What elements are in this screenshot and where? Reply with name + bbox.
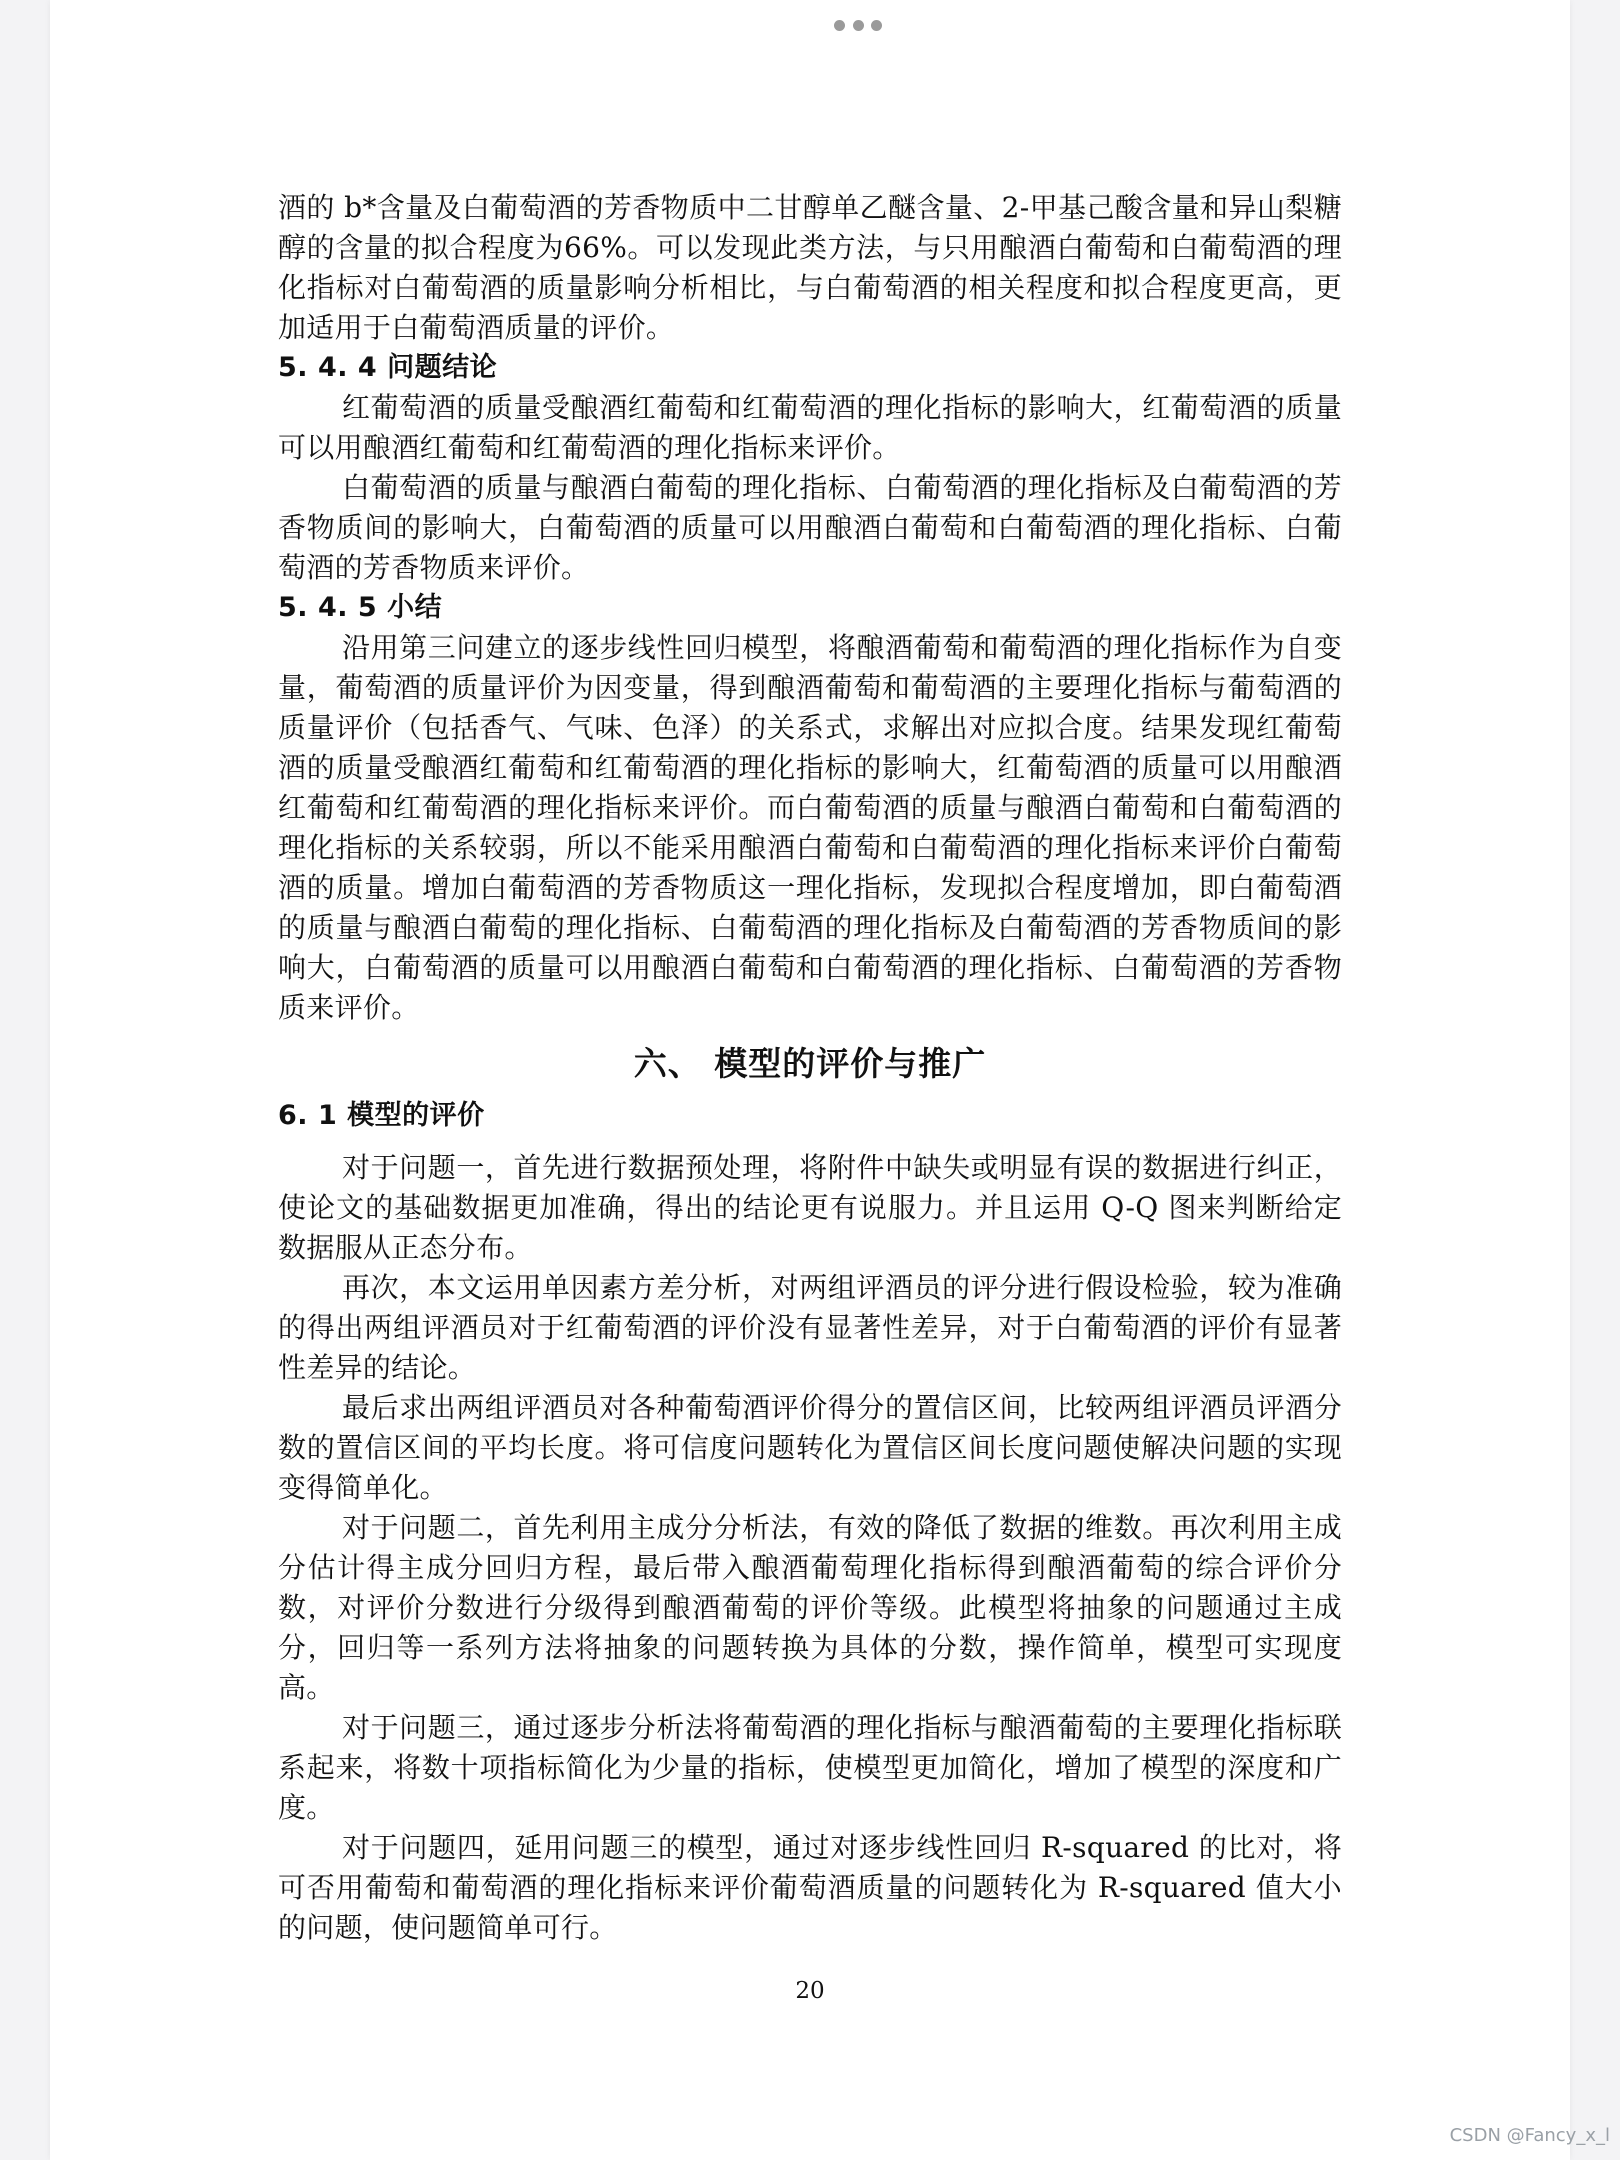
paragraph: 对于问题二，首先利用主成分分析法，有效的降低了数据的维数。再次利用主成分估计得主成分回归方程，最后带入酿酒葡萄理化指标得到酿酒葡萄的综合评价分数，对评价分数进行分级得到酿酒葡萄的评价等级。此模型将抽象的问题通过主成分，回归等一系列方法将抽象的问题转换为具体的分数，操作简单，模型可实现度高。 <box>278 1511 1342 1704</box>
chapter-heading-6: 六、 模型的评价与推广 <box>633 1044 987 1083</box>
dot <box>871 20 882 31</box>
paragraph: 再次，本文运用单因素方差分析，对两组评酒员的评分进行假设检验，较为准确的得出两组评酒员对于红葡萄酒的评价没有显著性差异，对于白葡萄酒的评价有显著性差异的结论。 <box>278 1271 1342 1384</box>
watermark: CSDN @Fancy_x_l <box>1449 2125 1610 2146</box>
paragraph: 对于问题三，通过逐步分析法将葡萄酒的理化指标与酿酒葡萄的主要理化指标联系起来，将数十项指标简化为少量的指标，使模型更加简化，增加了模型的深度和广度。 <box>278 1711 1342 1824</box>
more-options-icon[interactable] <box>834 18 882 32</box>
section-heading-5-4-5: 5. 4. 5 小结 <box>278 592 443 623</box>
paragraph: 沿用第三问建立的逐步线性回归模型，将酿酒葡萄和葡萄酒的理化指标作为自变量，葡萄酒的质量评价为因变量，得到酿酒葡萄和葡萄酒的主要理化指标与葡萄酒的质量评价（包括香气、气味、色泽）的关系式，求解出对应拟合度。结果发现红葡萄酒的质量受酿酒红葡萄和红葡萄酒的理化指标的影响大，红葡萄酒的质量可以用酿酒红葡萄和红葡萄酒的理化指标来评价。而白葡萄酒的质量与酿酒白葡萄和白葡萄酒的理化指标的关系较弱，所以不能采用酿酒白葡萄和白葡萄酒的理化指标来评价白葡萄酒的质量。增加白葡萄酒的芳香物质这一理化指标，发现拟合程度增加，即白葡萄酒的质量与酿酒白葡萄的理化指标、白葡萄酒的理化指标及白葡萄酒的芳香物质间的影响大，白葡萄酒的质量可以用酿酒白葡萄和白葡萄酒的理化指标、白葡萄酒的芳香物质来评价。 <box>278 631 1342 1024</box>
page-number: 20 <box>795 1978 825 2004</box>
paragraph: 对于问题一，首先进行数据预处理，将附件中缺失或明显有误的数据进行纠正，使论文的基础数据更加准确，得出的结论更有说服力。并且运用 Q-Q 图来判断给定数据服从正态分布。 <box>278 1151 1342 1264</box>
paragraph: 红葡萄酒的质量受酿酒红葡萄和红葡萄酒的理化指标的影响大，红葡萄酒的质量可以用酿酒红葡萄和红葡萄酒的理化指标来评价。 <box>278 391 1342 464</box>
dot <box>834 20 845 31</box>
dot <box>853 20 864 31</box>
paragraph: 酒的 b*含量及白葡萄酒的芳香物质中二甘醇单乙醚含量、2-甲基己酸含量和异山梨糖醇的含量的拟合程度为66%。可以发现此类方法，与只用酿酒白葡萄和白葡萄酒的理化指标对白葡萄酒的质量影响分析相比，与白葡萄酒的相关程度和拟合程度更高，更加适用于白葡萄酒质量的评价。 <box>278 191 1342 344</box>
paragraph: 对于问题四，延用问题三的模型，通过对逐步线性回归 R-squared 的比对，将可否用葡萄和葡萄酒的理化指标来评价葡萄酒质量的问题转化为 R-squared 值大小的问题，使问题简单可行。 <box>278 1831 1342 1944</box>
page-content <box>278 188 1342 1948</box>
paragraph: 白葡萄酒的质量与酿酒白葡萄的理化指标、白葡萄酒的理化指标及白葡萄酒的芳香物质间的影响大，白葡萄酒的质量可以用酿酒白葡萄和白葡萄酒的理化指标、白葡萄酒的芳香物质来评价。 <box>278 471 1342 584</box>
section-heading-5-4-4: 5. 4. 4 问题结论 <box>278 352 498 383</box>
section-heading-6-1: 6. 1 模型的评价 <box>278 1100 485 1131</box>
paragraph: 最后求出两组评酒员对各种葡萄酒评价得分的置信区间，比较两组评酒员评酒分数的置信区间的平均长度。将可信度问题转化为置信区间长度问题使解决问题的实现变得简单化。 <box>278 1391 1342 1504</box>
